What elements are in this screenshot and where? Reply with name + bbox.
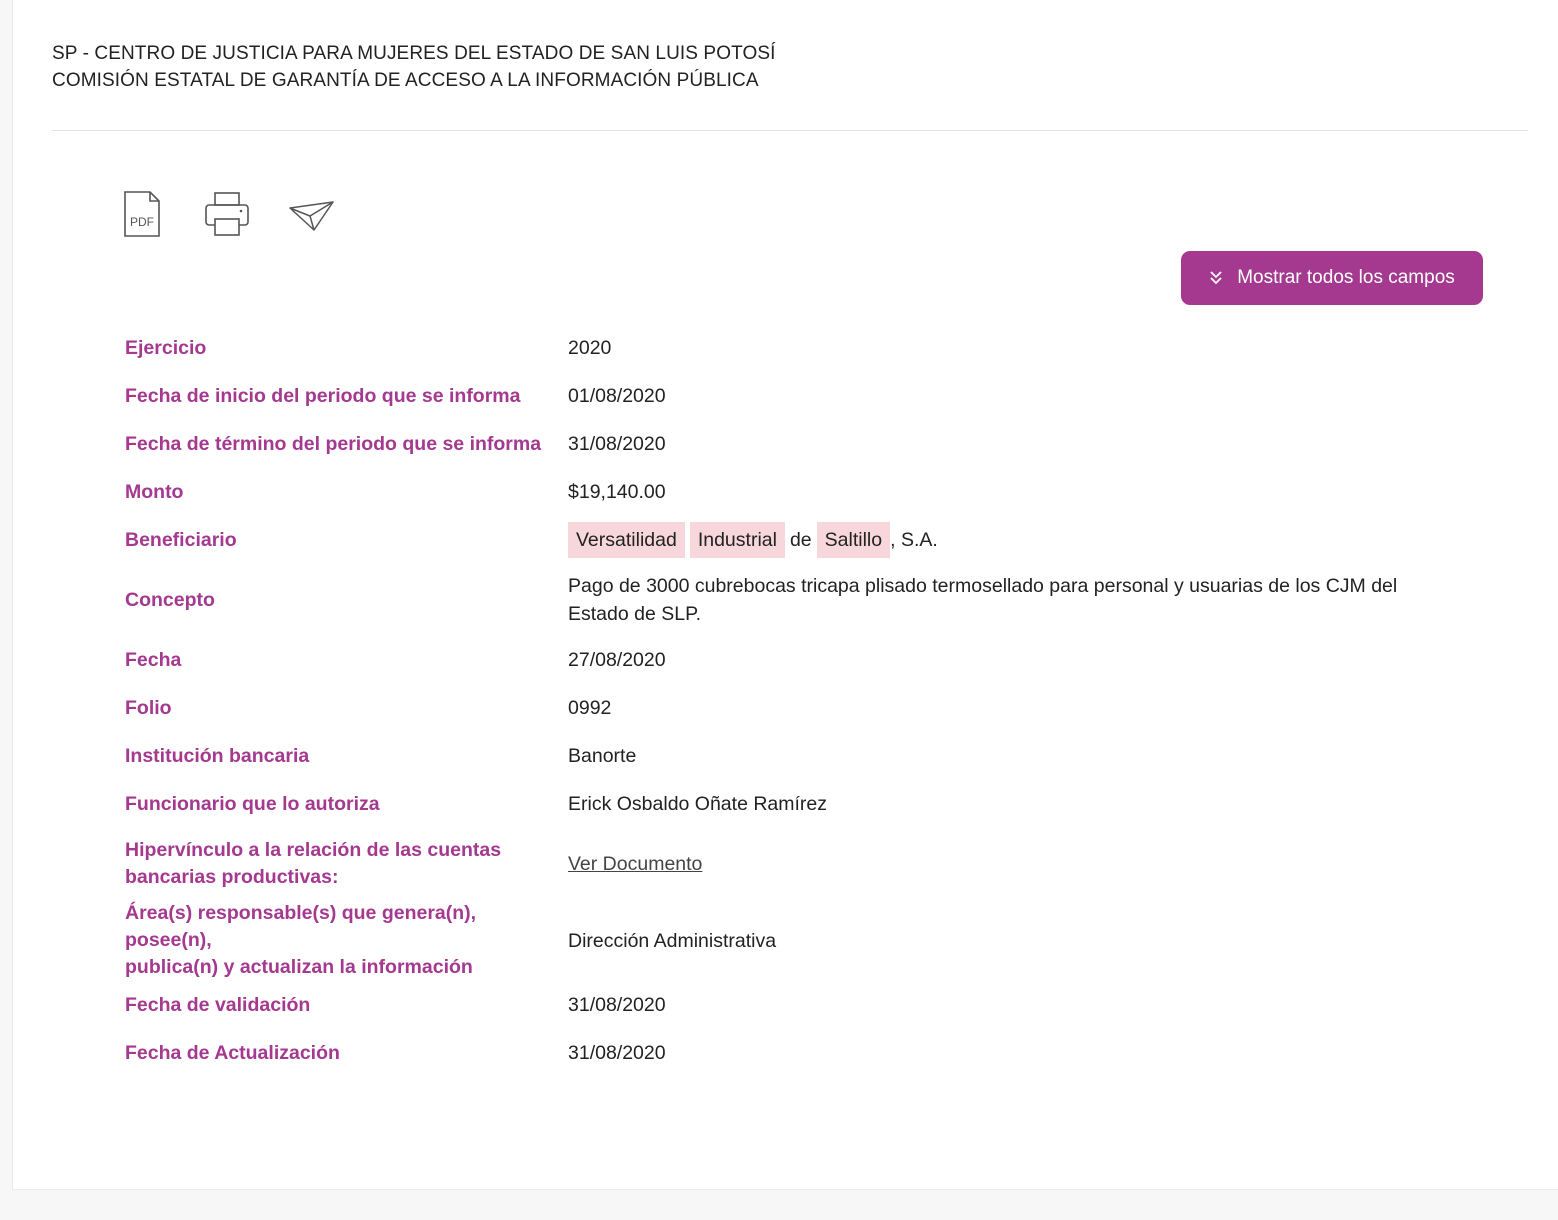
action-toolbar <box>117 188 372 240</box>
plain-term: , S.A. <box>890 529 938 551</box>
field-value: Dirección Administrativa <box>568 929 777 952</box>
field-row-concepto <box>125 564 1465 636</box>
field-label: Fecha de Actualización <box>125 1041 340 1064</box>
field-value: Banorte <box>568 745 637 767</box>
record-fields <box>125 324 1465 1077</box>
ver-documento-link[interactable]: Ver Documento <box>568 853 703 875</box>
field-row-monto <box>125 468 1465 516</box>
field-label: Fecha de inicio del periodo que se informa <box>125 384 521 407</box>
field-label <box>125 900 568 981</box>
field-row-fecha-termino <box>125 420 1465 468</box>
field-value-line: Pago de 3000 cubrebocas tricapa plisado termosellado para personal y usuarias de los CJM del <box>568 575 1398 597</box>
header-line-2: COMISIÓN ESTATAL DE GARANTÍA DE ACCESO A LA INFORMACIÓN PÚBLICA <box>52 70 759 91</box>
show-all-fields-button[interactable] <box>1181 251 1483 305</box>
field-row-hipervinculo <box>125 828 1465 900</box>
double-chevron-down-icon <box>1209 270 1223 286</box>
field-row-fecha-validacion <box>125 981 1465 1029</box>
field-row-fecha-inicio <box>125 372 1465 420</box>
field-label: Fecha <box>125 648 182 671</box>
field-label: Fecha de término del periodo que se informa <box>125 432 542 455</box>
field-label-line: publica(n) y actualizan la información <box>125 956 473 978</box>
field-value: 0992 <box>568 697 612 719</box>
send-button[interactable] <box>287 188 337 240</box>
field-value <box>568 522 1465 558</box>
highlighted-term: Industrial <box>690 522 785 558</box>
field-row-fecha <box>125 636 1465 684</box>
show-all-fields-label: Mostrar todos los campos <box>1237 267 1455 288</box>
field-value: 31/08/2020 <box>568 994 666 1016</box>
pdf-icon-text: PDF <box>130 215 154 229</box>
field-label: Funcionario que lo autoriza <box>125 792 380 815</box>
field-row-ejercicio <box>125 324 1465 372</box>
field-label <box>125 837 568 891</box>
field-row-folio <box>125 684 1465 732</box>
field-value: 2020 <box>568 337 612 359</box>
field-label: Folio <box>125 696 172 719</box>
field-value: 31/08/2020 <box>568 1042 666 1064</box>
field-label: Institución bancaria <box>125 744 310 767</box>
field-label: Beneficiario <box>125 528 237 551</box>
header-divider <box>52 130 1528 131</box>
field-value: $19,140.00 <box>568 481 666 503</box>
field-row-institucion <box>125 732 1465 780</box>
pdf-button[interactable] <box>117 188 167 240</box>
plain-term: de <box>789 529 812 551</box>
field-value <box>568 850 1465 878</box>
field-value: Erick Osbaldo Oñate Ramírez <box>568 793 828 815</box>
field-row-funcionario <box>125 780 1465 828</box>
paper-plane-icon <box>288 194 336 234</box>
print-button[interactable] <box>202 188 252 240</box>
field-value: 27/08/2020 <box>568 649 666 671</box>
header-line-1: SP - CENTRO DE JUSTICIA PARA MUJERES DEL ESTADO DE SAN LUIS POTOSÍ <box>52 43 776 64</box>
field-label: Concepto <box>125 588 215 611</box>
highlighted-term: Versatilidad <box>568 522 685 558</box>
field-row-fecha-actualizacion <box>125 1029 1465 1077</box>
field-value: 01/08/2020 <box>568 385 666 407</box>
field-value: 31/08/2020 <box>568 433 666 455</box>
field-row-beneficiario <box>125 516 1465 564</box>
field-value-line: Estado de SLP. <box>568 603 701 625</box>
page-header <box>52 40 775 94</box>
content-panel <box>12 0 1558 1190</box>
field-label-line: Área(s) responsable(s) que genera(n), posee(n), <box>125 902 477 951</box>
field-label-line: bancarias productivas: <box>125 866 339 888</box>
highlighted-term: Saltillo <box>817 522 890 558</box>
field-label-line: Hipervínculo a la relación de las cuentas <box>125 839 502 861</box>
field-value <box>568 572 1465 628</box>
printer-icon <box>203 190 251 238</box>
field-label: Fecha de validación <box>125 993 311 1016</box>
field-label: Ejercicio <box>125 336 207 359</box>
field-label: Monto <box>125 480 184 503</box>
field-row-area <box>125 900 1465 981</box>
pdf-icon <box>122 190 162 238</box>
